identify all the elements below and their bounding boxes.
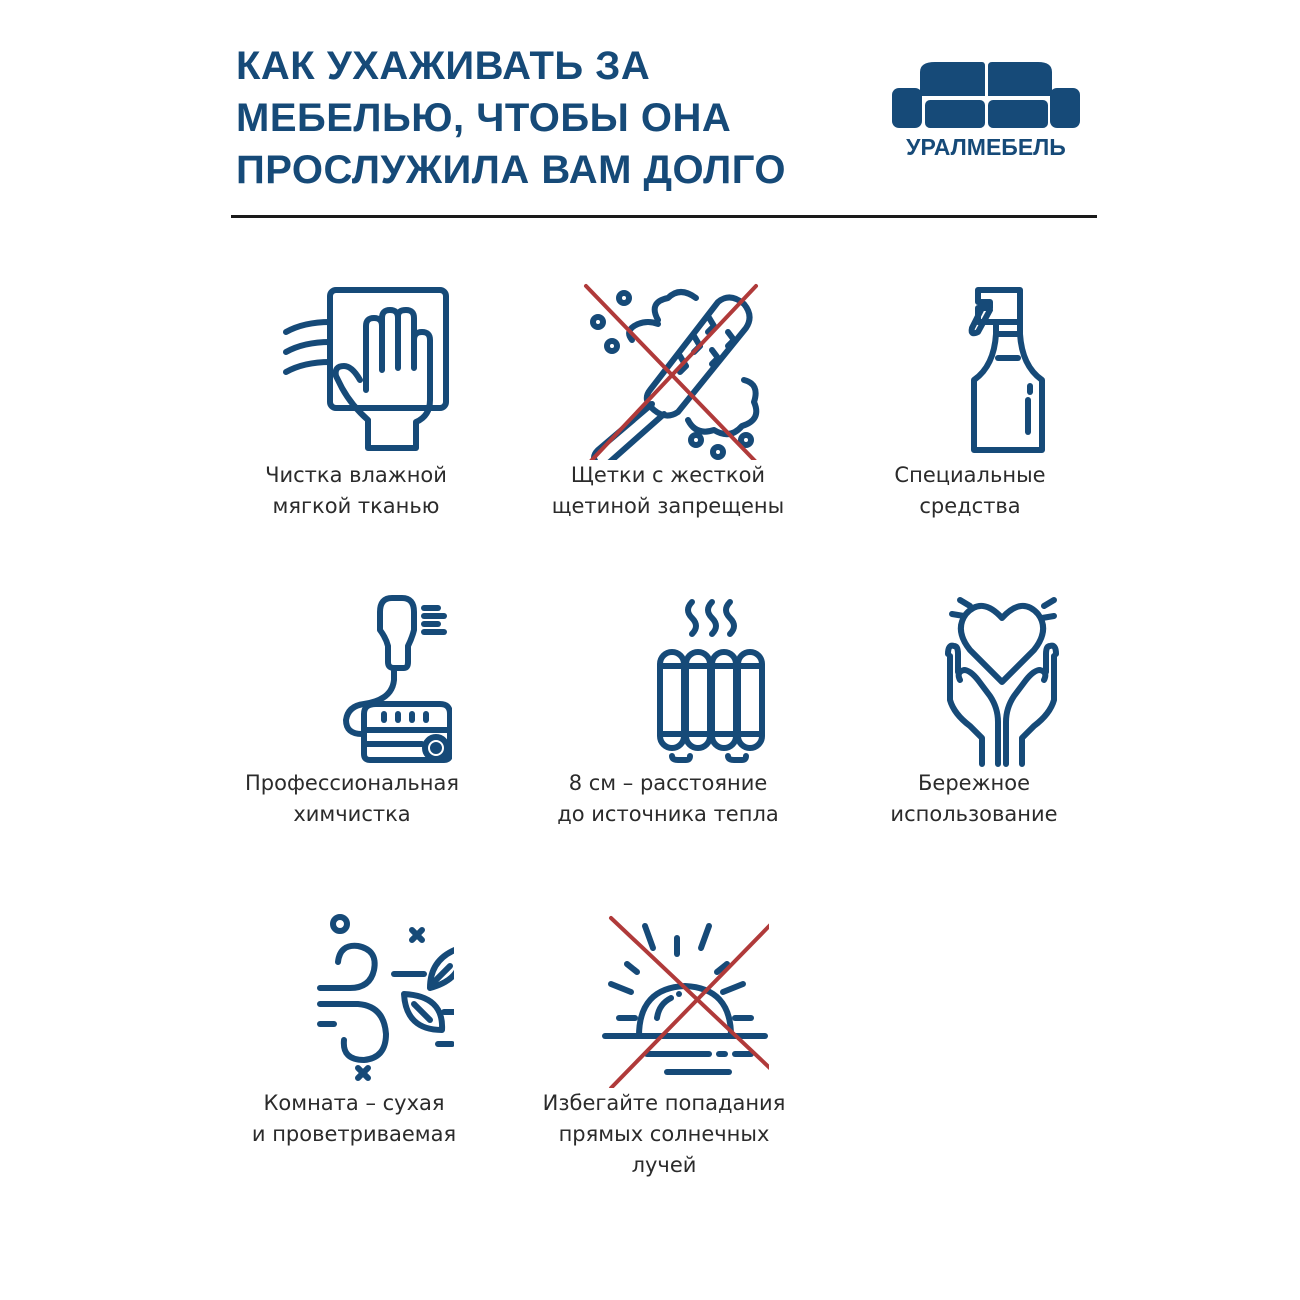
caption-line: Щетки с жесткой <box>570 463 766 487</box>
caption-line: Комната – сухая <box>263 1091 445 1115</box>
divider <box>231 215 1097 218</box>
title-line: МЕБЕЛЬЮ, ЧТОБЫ ОНА <box>236 96 732 140</box>
title-line: КАК УХАЖИВАТЬ ЗА <box>236 44 651 88</box>
radiator-heat-icon <box>568 588 768 768</box>
brand-name: УРАЛМЕБЕЛЬ <box>906 134 1066 160</box>
page-title <box>236 40 876 196</box>
caption-line: и проветриваемая <box>251 1122 457 1146</box>
caption-line: Чистка влажной <box>265 463 447 487</box>
caption-line: использование <box>890 802 1058 826</box>
hand-wiping-cloth-icon <box>256 280 456 460</box>
care-item <box>518 588 818 830</box>
caption-line: 8 см – расстояние <box>568 771 768 795</box>
sun-crossed-icon <box>559 908 769 1088</box>
care-item <box>206 280 506 522</box>
care-item <box>820 280 1120 522</box>
caption-line: щетиной запрещены <box>551 494 785 518</box>
care-item <box>514 908 814 1181</box>
steam-cleaner-icon <box>252 588 452 768</box>
title-line: ПРОСЛУЖИЛА ВАМ ДОЛГО <box>236 148 786 192</box>
sofa-icon <box>890 62 1082 134</box>
brand-logo <box>890 62 1082 166</box>
care-item <box>204 908 504 1150</box>
caption-line: Избегайте попадания <box>542 1091 786 1115</box>
caption-line: до источника тепла <box>557 802 779 826</box>
caption-line: химчистка <box>293 802 411 826</box>
spray-bottle-icon <box>870 280 1070 460</box>
caption-line: мягкой тканью <box>272 494 440 518</box>
caption-line: прямых солнечных <box>558 1122 770 1146</box>
caption-line: Бережное <box>918 771 1030 795</box>
stiff-brush-crossed-icon <box>568 280 768 460</box>
care-item <box>824 588 1124 830</box>
hands-heart-icon <box>874 588 1074 768</box>
care-item <box>518 280 818 522</box>
caption-line: средства <box>919 494 1021 518</box>
caption-line: лучей <box>631 1153 697 1177</box>
caption-line: Специальные <box>894 463 1046 487</box>
caption-line: Профессиональная <box>244 771 460 795</box>
care-item <box>202 588 502 830</box>
wind-leaves-icon <box>254 908 454 1088</box>
